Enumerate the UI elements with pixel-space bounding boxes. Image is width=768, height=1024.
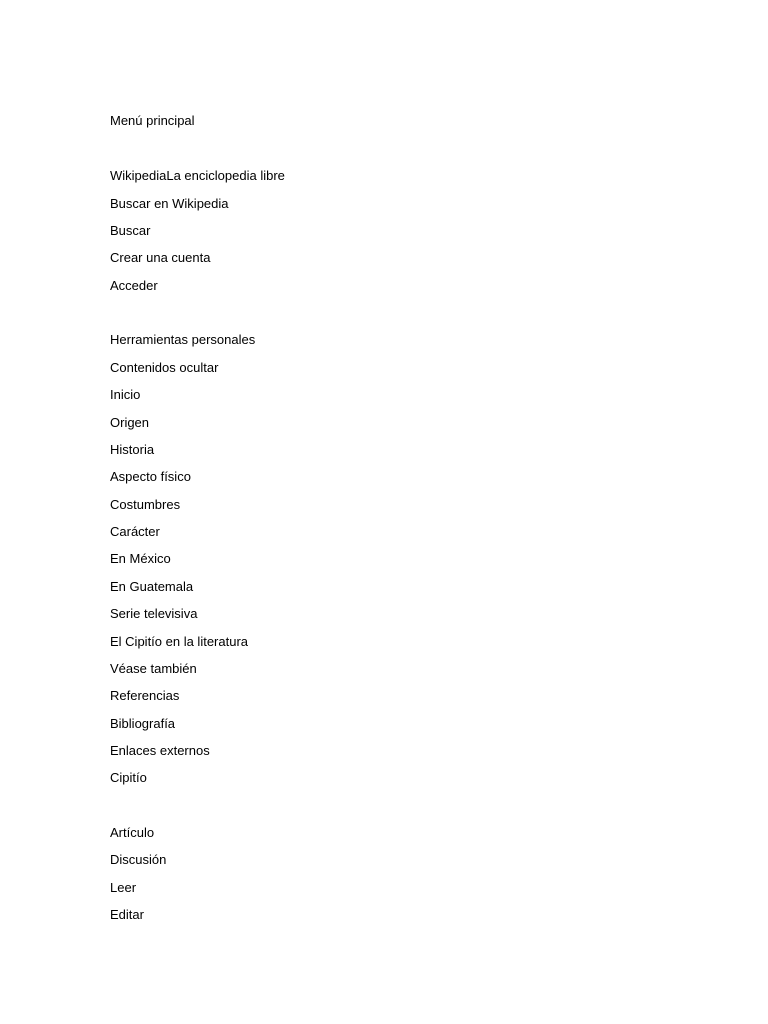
text-cipitio: Cipitío — [110, 770, 147, 785]
text-en-guatemala: En Guatemala — [110, 579, 194, 594]
text-vease-tambien: Véase también — [110, 661, 197, 676]
text-historia: Historia — [110, 442, 155, 457]
text-acceder: Acceder — [110, 278, 158, 293]
text-buscar: Buscar — [110, 223, 151, 238]
text-en-mexico: En México — [110, 551, 171, 566]
text-bibliografia: Bibliografía — [110, 716, 176, 731]
text-serie-televisiva: Serie televisiva — [110, 606, 198, 621]
text-contenidos-ocultar: Contenidos ocultar — [110, 360, 219, 375]
text-inicio: Inicio — [110, 387, 141, 402]
text-enlaces-externos: Enlaces externos — [110, 743, 210, 758]
text-editar: Editar — [110, 907, 144, 922]
text-origen: Origen — [110, 415, 150, 430]
text-discusion: Discusión — [110, 852, 167, 867]
text-menu-principal: Menú principal — [110, 113, 195, 128]
text-leer: Leer — [110, 880, 137, 895]
text-herramientas-personales: Herramientas personales — [110, 332, 256, 347]
text-cipitio-literatura: El Cipitío en la literatura — [110, 634, 249, 649]
text-articulo: Artículo — [110, 825, 155, 840]
text-caracter: Carácter — [110, 524, 160, 539]
text-wikipedia-title: WikipediaLa enciclopedia libre — [110, 168, 285, 183]
text-crear-cuenta: Crear una cuenta — [110, 250, 211, 265]
text-costumbres: Costumbres — [110, 497, 181, 512]
text-referencias: Referencias — [110, 688, 180, 703]
text-aspecto-fisico: Aspecto físico — [110, 469, 191, 484]
text-buscar-en-wikipedia: Buscar en Wikipedia — [110, 196, 229, 211]
